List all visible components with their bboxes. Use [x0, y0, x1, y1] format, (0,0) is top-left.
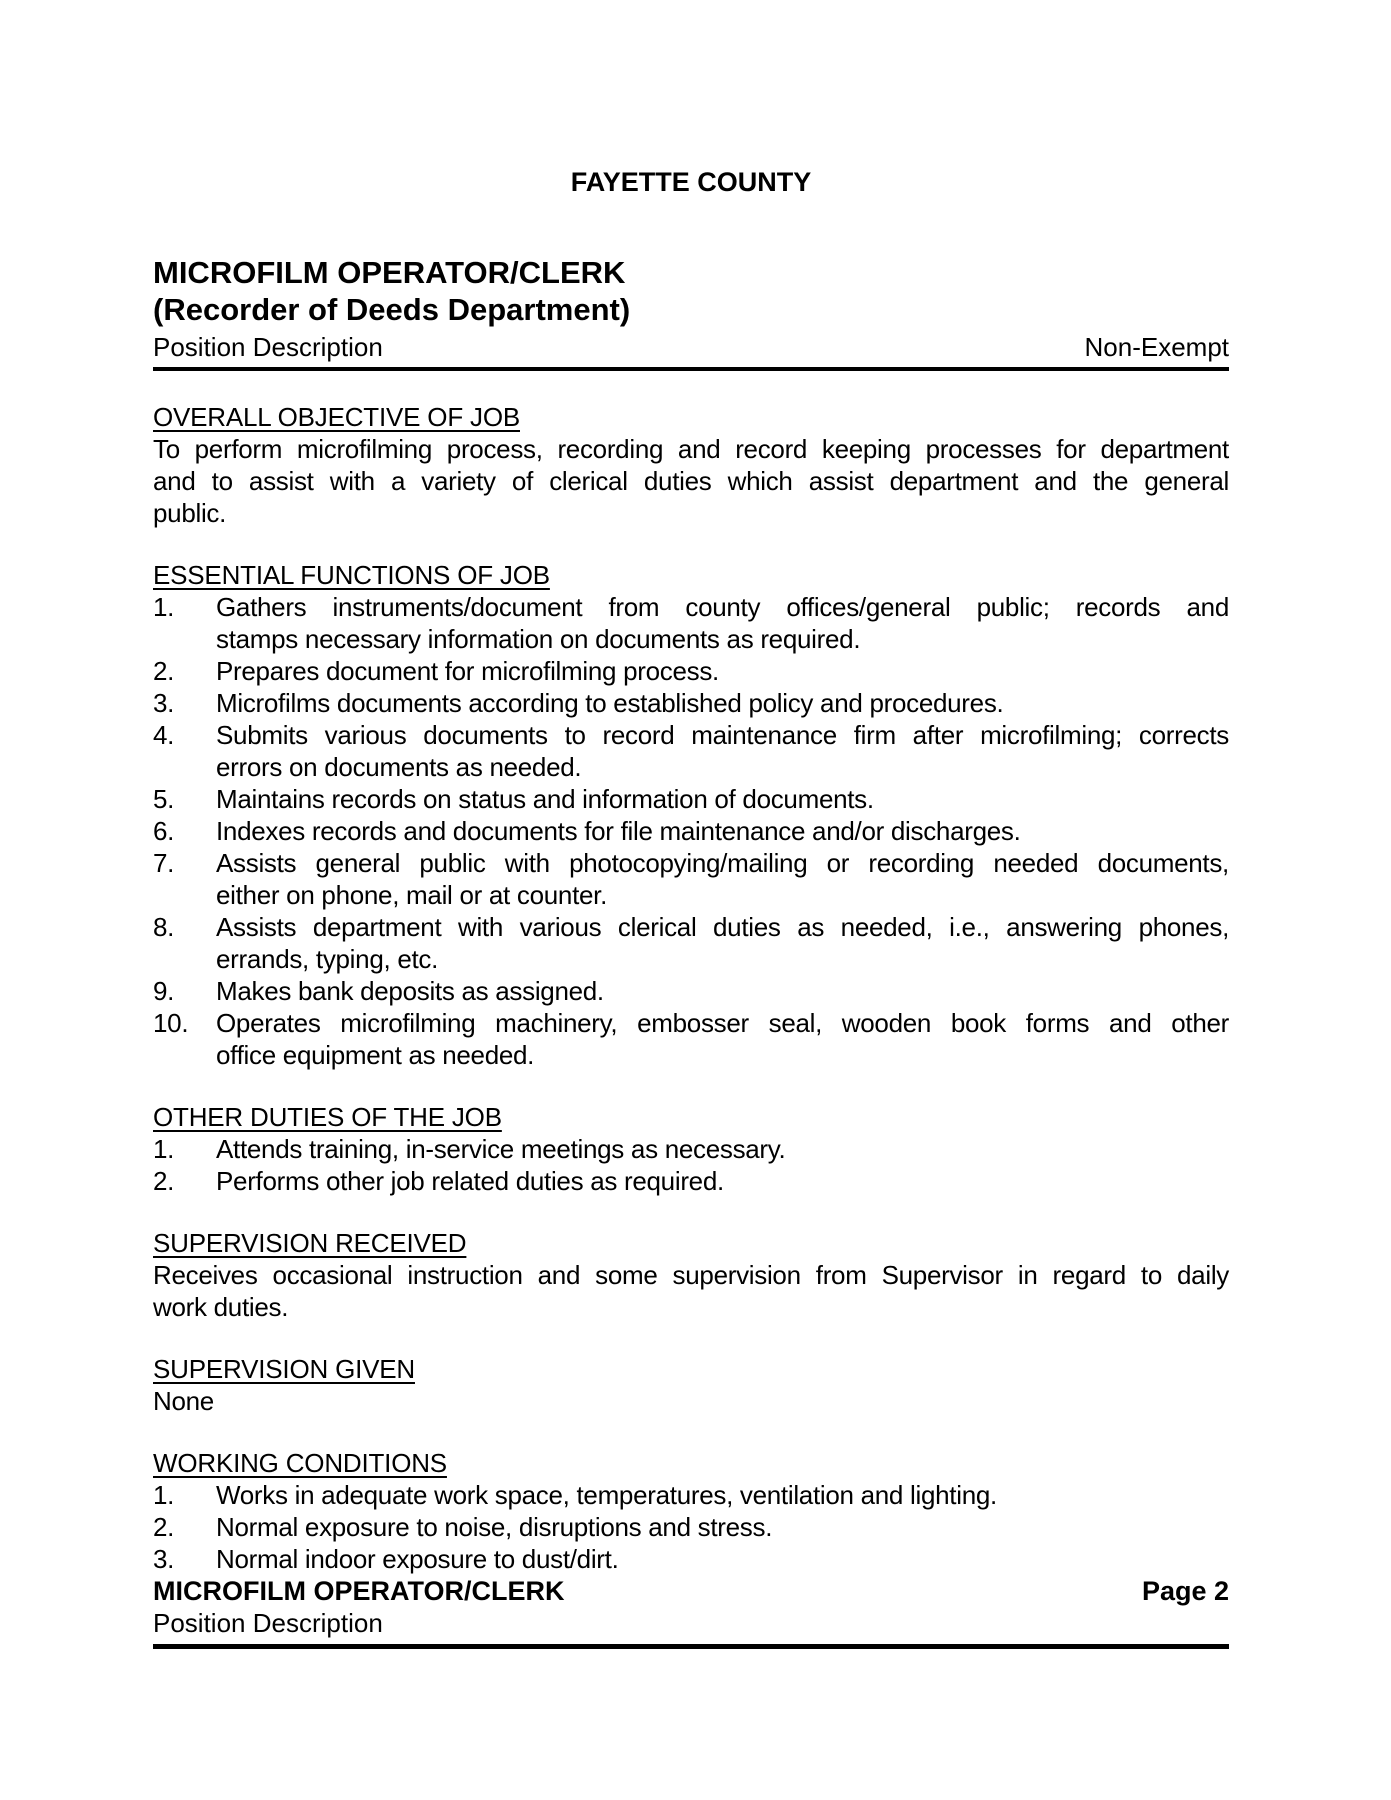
list-item	[153, 911, 1229, 975]
item-text	[216, 1133, 1229, 1165]
list-item	[153, 655, 1229, 687]
text-line: Assists department with various clerical duties as needed, i.e., answering phones,	[216, 912, 1229, 942]
item-number: 7.	[153, 848, 175, 878]
exempt-status-label: Non-Exempt	[1084, 332, 1229, 362]
job-title: MICROFILM OPERATOR/CLERK	[153, 255, 626, 290]
item-text	[216, 847, 1229, 911]
text-line: stamps necessary information on documents as required.	[216, 624, 861, 654]
item-text	[216, 1479, 1229, 1511]
text-line: errands, typing, etc.	[216, 944, 439, 974]
section-heading: SUPERVISION RECEIVED	[153, 1228, 467, 1258]
footer-position-description: Position Description	[153, 1608, 383, 1638]
text-line: Attends training, in-service meetings as necessary.	[216, 1134, 786, 1164]
list-item	[153, 687, 1229, 719]
item-number: 3.	[153, 688, 175, 718]
item-number: 3.	[153, 1544, 175, 1574]
text-line: To perform microfilming process, recording and record keeping processes for department	[153, 434, 1229, 464]
item-text	[216, 783, 1229, 815]
item-number: 10.	[153, 1008, 189, 1038]
text-line: Submits various documents to record maintenance firm after microfilming; corrects	[216, 720, 1229, 750]
list-item	[153, 591, 1229, 655]
item-number: 2.	[153, 1512, 175, 1542]
item-text	[216, 1007, 1229, 1071]
text-line: Operates microfilming machinery, embosser seal, wooden book forms and other	[216, 1008, 1229, 1038]
text-line: Receives occasional instruction and some supervision from Supervisor in regard to daily	[153, 1260, 1229, 1290]
text-line: public.	[153, 498, 227, 528]
section-overall-objective	[153, 401, 1229, 529]
section-supervision-received	[153, 1227, 1229, 1323]
list-item	[153, 1543, 1229, 1575]
footer-title-row	[153, 1575, 1229, 1607]
text-line: Maintains records on status and information of documents.	[216, 784, 874, 814]
section-heading: OTHER DUTIES OF THE JOB	[153, 1102, 502, 1132]
supervision-given-paragraph	[153, 1385, 1229, 1417]
supervision-received-paragraph	[153, 1259, 1229, 1323]
item-number: 8.	[153, 912, 175, 942]
text-line: Works in adequate work space, temperatures, ventilation and lighting.	[216, 1480, 997, 1510]
list-item	[153, 975, 1229, 1007]
item-number: 9.	[153, 976, 175, 1006]
item-text	[216, 1165, 1229, 1197]
list-item	[153, 847, 1229, 911]
list-item	[153, 719, 1229, 783]
section-heading: OVERALL OBJECTIVE OF JOB	[153, 402, 520, 432]
position-description-row	[153, 331, 1229, 371]
text-line: either on phone, mail or at counter.	[216, 880, 608, 910]
section-other-duties	[153, 1101, 1229, 1197]
list-item	[153, 1165, 1229, 1197]
text-line: Assists general public with photocopying/mailing or recording needed documents,	[216, 848, 1229, 878]
text-line: Normal exposure to noise, disruptions and stress.	[216, 1512, 773, 1542]
item-number: 5.	[153, 784, 175, 814]
item-text	[216, 591, 1229, 655]
item-number: 4.	[153, 720, 175, 750]
county-title: FAYETTE COUNTY	[570, 167, 812, 197]
text-line: Makes bank deposits as assigned.	[216, 976, 604, 1006]
section-supervision-given	[153, 1353, 1229, 1417]
text-line: Microfilms documents according to established policy and procedures.	[216, 688, 1004, 718]
item-number: 2.	[153, 656, 175, 686]
item-text	[216, 1543, 1229, 1575]
item-number: 1.	[153, 592, 175, 622]
text-line: Normal indoor exposure to dust/dirt.	[216, 1544, 619, 1574]
text-line: Performs other job related duties as required.	[216, 1166, 724, 1196]
text-line: errors on documents as needed.	[216, 752, 582, 782]
section-heading: ESSENTIAL FUNCTIONS OF JOB	[153, 560, 550, 590]
text-line: work duties.	[153, 1292, 289, 1322]
item-number: 2.	[153, 1166, 175, 1196]
item-text	[216, 975, 1229, 1007]
department-title: (Recorder of Deeds Department)	[153, 292, 631, 327]
section-heading: SUPERVISION GIVEN	[153, 1354, 415, 1384]
text-line: Indexes records and documents for file maintenance and/or discharges.	[216, 816, 1021, 846]
item-text	[216, 719, 1229, 783]
section-working-conditions	[153, 1447, 1229, 1575]
position-description-label: Position Description	[153, 332, 383, 362]
item-number: 1.	[153, 1480, 175, 1510]
document-content	[153, 166, 1229, 1649]
list-item	[153, 1479, 1229, 1511]
text-line: Gathers instruments/document from county offices/general public; records and	[216, 592, 1229, 622]
footer-job-title: MICROFILM OPERATOR/CLERK	[153, 1576, 565, 1606]
text-line: and to assist with a variety of clerical duties which assist department and the general	[153, 466, 1229, 496]
objective-paragraph	[153, 433, 1229, 529]
item-text	[216, 687, 1229, 719]
item-text	[216, 911, 1229, 975]
list-item	[153, 783, 1229, 815]
section-heading: WORKING CONDITIONS	[153, 1448, 447, 1478]
text-line: Prepares document for microfilming process.	[216, 656, 719, 686]
text-line: office equipment as needed.	[216, 1040, 535, 1070]
list-item	[153, 815, 1229, 847]
page-number: Page 2	[1141, 1576, 1229, 1606]
list-item	[153, 1511, 1229, 1543]
item-text	[216, 655, 1229, 687]
page-footer	[153, 1575, 1229, 1649]
section-essential-functions	[153, 559, 1229, 1071]
item-text	[216, 815, 1229, 847]
item-number: 1.	[153, 1134, 175, 1164]
item-number: 6.	[153, 816, 175, 846]
text-line: None	[153, 1386, 214, 1416]
list-item	[153, 1007, 1229, 1071]
list-item	[153, 1133, 1229, 1165]
item-text	[216, 1511, 1229, 1543]
